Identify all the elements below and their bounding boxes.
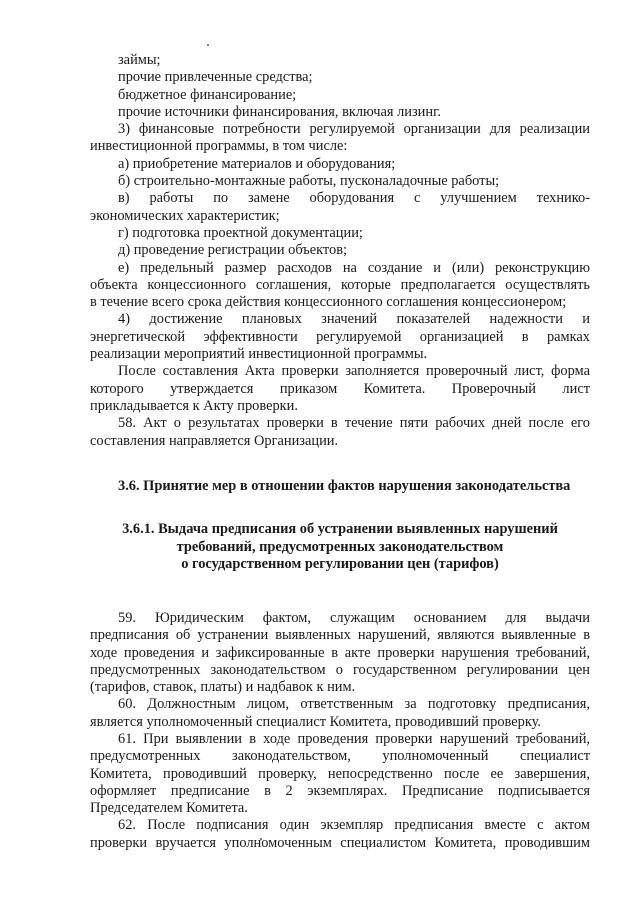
text-line: предусмотренных законодательством, уполномоченный специалист [90,748,590,765]
subitem-g: г) подготовка проектной документации; [118,224,363,241]
subitem-b: б) строительно-монтажные работы, пусконаладочные работы; [118,173,500,190]
text-line: е) предельный размер расходов на создание и (или) реконструкцию [118,259,590,276]
subitem-a: а) приобретение материалов и оборудования; [118,155,396,172]
text-line: в течение всего срока действия концессионного соглашения концессионером; [90,294,567,311]
subitem-e [90,260,590,312]
text-line: оформляет предписание в 2 экземплярах. Предписание подписывается [90,782,590,799]
heading-line: 3.6.1. Выдача предписания об устранении выявленных нарушений [122,521,558,538]
text-line: 59. Юридическим фактом, служащим основанием для выдачи [118,609,590,626]
text-line: 60. Должностным лицом, ответственным за подготовку предписания, [118,696,590,713]
text-line: 4) достижение плановых значений показателей надежности и [118,311,590,328]
paragraph-58 [90,415,590,450]
text-line: 62. После подписания один экземпляр предписания вместе с актом [118,817,590,834]
text-line: реализации мероприятий инвестиционной программы. [90,346,428,363]
heading-line: требований, предусмотренных законодательством [176,538,504,555]
text-line: 3) финансовые потребности регулируемой организации для реализации [118,121,590,138]
text-line: Председателем Комитета. [90,800,248,817]
text-line: инвестиционной программы, в том числе: [90,138,348,155]
paragraph-item-4 [90,311,590,363]
text-line: экономических характеристик; [90,207,280,224]
paragraph-item-3 [90,121,590,156]
text-line: составления направляется Организации. [90,432,339,449]
text-line: проверки вручается уполномоченным специалистом Комитета, проводившим [90,834,590,851]
text-line: которого утверждается приказом Комитета. Проверочный лист [90,380,590,397]
list-item: прочие источники финансирования, включая лизинг. [118,103,441,120]
text-line: 61. При выявлении в ходе проведения проверки нарушений требований, [118,730,590,747]
paragraph-59 [90,610,590,696]
paragraph-61 [90,731,590,817]
text-line: объекта концессионного соглашения, которые предполагается осуществлять [90,276,590,293]
list-item: бюджетное финансирование; [118,86,297,103]
paragraph-60 [90,696,590,731]
heading-line: о государственном регулировании цен (тарифов) [181,556,499,573]
list-item: прочие привлеченные средства; [118,69,313,86]
text-line: ходе проведения и зафиксированные в акте проверки нарушения требований, [90,644,590,661]
text-line: После составления Акта проверки заполняется проверочный лист, форма [118,363,590,380]
text-line: Комитета, проводивший проверку, непосредственно после ее завершения, [90,765,590,782]
section-heading: 3.6. Принятие мер в отношении фактов нарушения законодательства [118,477,571,494]
scan-speck [207,44,209,46]
text-line: 58. Акт о результатах проверки в течение пяти рабочих дней после его [118,415,590,432]
text-line: предусмотренных законодательством о государственном регулировании цен [90,661,590,678]
list-item: займы; [118,52,161,68]
paragraph-checklist [90,363,590,415]
text-line: энергетической эффективности регулируемой организацией в рамках [90,328,590,345]
text-line: в) работы по замене оборудования с улучшением технико- [118,190,590,207]
subitem-v [90,190,590,225]
document-body [90,52,590,852]
paragraph-62 [90,817,590,852]
text-line: является уполномоченный специалист Комитета, проводивший проверку. [90,713,541,730]
text-line: (тарифов, ставок, платы) и надбавок к ним. [90,679,356,696]
text-line: прикладывается к Акту проверки. [90,397,298,414]
subitem-d: д) проведение регистрации объектов; [118,242,348,259]
subsection-heading [90,521,590,574]
text-line: предписания об устранении выявленных нарушений, являются выявленные в [90,627,590,644]
